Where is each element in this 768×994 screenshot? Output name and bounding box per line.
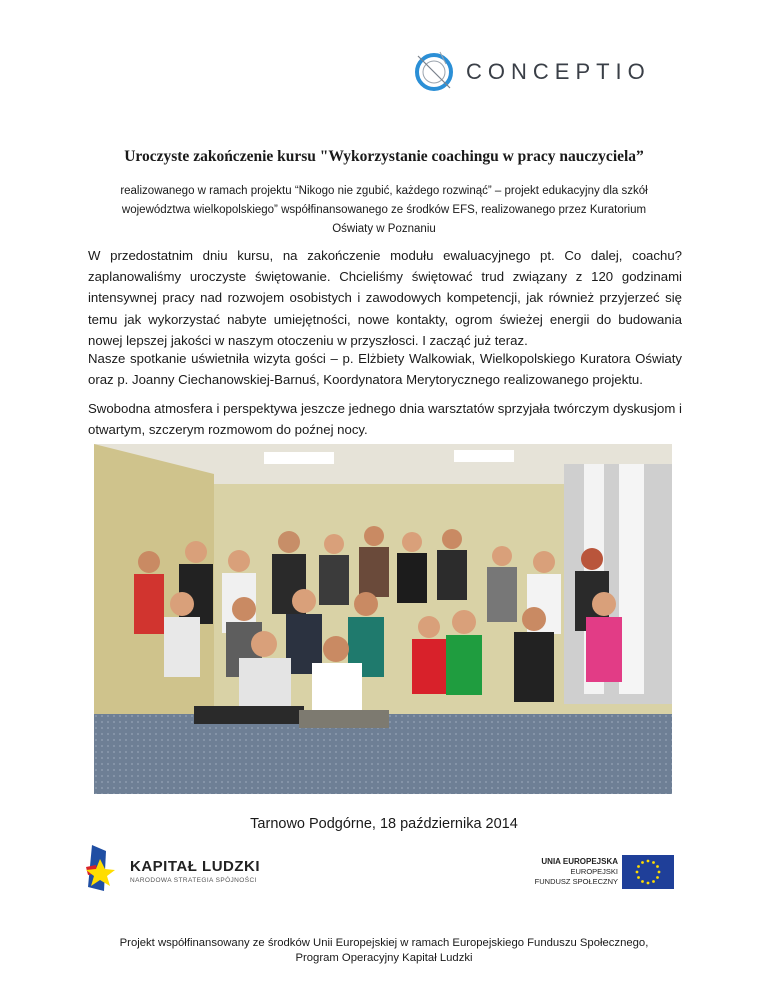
kapital-ludzki-logo: [82, 843, 272, 893]
eu-text: [520, 857, 618, 887]
eu-line: UNIA EUROPEJSKA: [541, 857, 618, 866]
footer: [0, 936, 768, 966]
conceptio-circle-icon: [410, 48, 466, 98]
eu-line: EUROPEJSKI: [570, 867, 618, 876]
page-title: Uroczyste zakończenie kursu "Wykorzystanie coachingu w pracy nauczyciela”: [124, 148, 644, 165]
eu-line: FUNDUSZ SPOŁECZNY: [534, 877, 618, 886]
paragraph: Nasze spotkanie uświetniła wizyta gości – p. Elżbiety Walkowiak, Wielkopolskiego Kuratora Oświaty oraz p. Joanny Ciechanowskiej-Barnuś, Koordynatora Merytorycznego realizowanego projektu.: [88, 351, 682, 388]
footer-line: Program Operacyjny Kapitał Ludzki: [295, 952, 473, 964]
conceptio-logo: [410, 48, 660, 98]
eu-flag-icon: [622, 855, 674, 889]
kapital-ludzki-title: KAPITAŁ LUDZKI: [130, 858, 261, 875]
kapital-ludzki-subtitle: NARODOWA STRATEGIA SPÓJNOŚCI: [130, 877, 257, 884]
paragraph: Swobodna atmosfera i perspektywa jeszcze jednego dnia warsztatów sprzyjała twórczym dyskusjom i otwartym, szczerym rozmowom do poźnej nocy.: [88, 401, 682, 438]
subtitle-line: Oświaty w Poznaniu: [332, 223, 436, 235]
logo-wordmark: CONCEPTIO: [466, 59, 651, 84]
group-photo: [94, 444, 672, 794]
kapital-ludzki-star-icon: [82, 843, 128, 893]
paragraph: W przedostatnim dniu kursu, na zakończenie modułu ewaluacyjnego pt. Co dalej, coachu? zaplanowaliśmy uroczyste świętowanie. Chcieliśmy świętować trud związany z 120 godzinami intensywnej pracy nad rozwojem osobistych i zawodowych kompetencji, jak również przyjerzeć się temu jak wykorzystać nabyte umiejętności, nowe kontakty, ogrom świeżej energii do budowania nowej lepszej jakości w naszym otoczeniu w przyszłosci. I zacząć już teraz.: [88, 248, 682, 348]
place-date: Tarnowo Podgórne, 18 października 2014: [250, 816, 518, 832]
subtitle-line: realizowanego w ramach projektu “Nikogo nie zgubić, każdego rozwinąć” – projekt edukacyjny dla szkół: [120, 185, 648, 197]
subtitle: [100, 182, 668, 239]
subtitle-line: województwa wielkopolskiego” współfinansowanego ze środków EFS, realizowanego przez Kuratorium: [121, 204, 647, 216]
footer-line: Projekt współfinansowany ze środków Unii Europejskiej w ramach Europejskiego Funduszu Społecznego,: [119, 937, 649, 949]
